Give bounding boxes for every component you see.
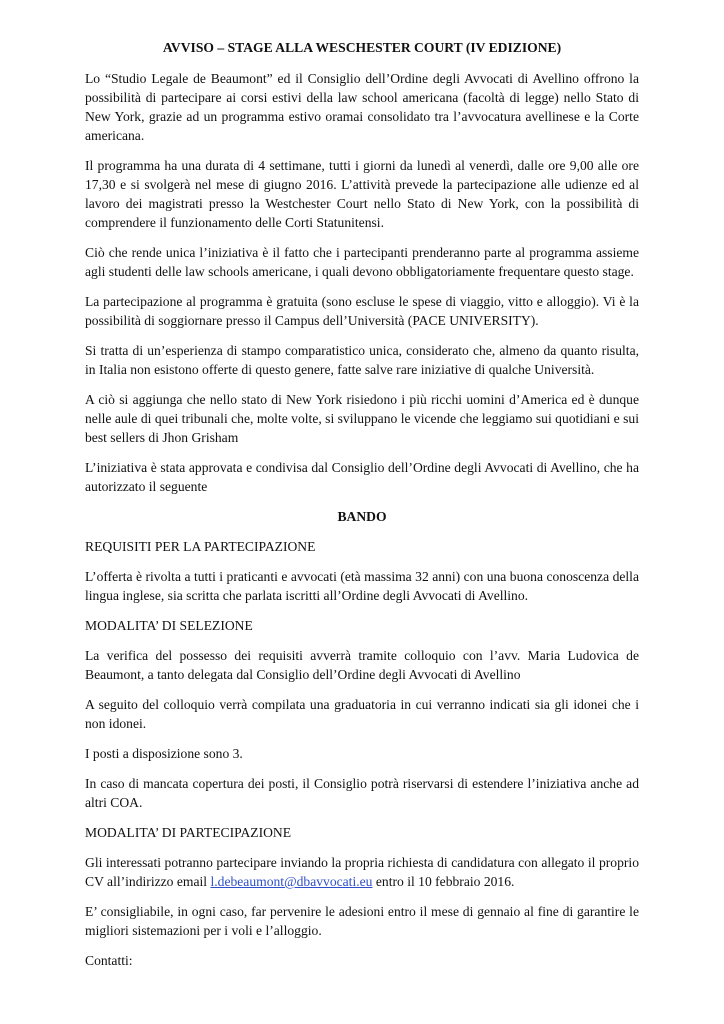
contatti-label: Contatti:	[85, 953, 133, 968]
intro-paragraph-7: L’iniziativa è stata approvata e condivisa dal Consiglio dell’Ordine degli Avvocati di Avellino, che ha autorizzato il seguente	[85, 460, 639, 494]
partecipazione-text-before: Gli interessati potranno partecipare inviando la propria richiesta di candidatura con allegato il proprio CV all’indirizzo email	[85, 855, 639, 889]
partecipazione-text	[85, 853, 639, 891]
selezione-heading: MODALITA’ DI SELEZIONE	[85, 618, 253, 633]
intro-paragraph-5: Si tratta di un’esperienza di stampo comparatistico unica, considerato che, almeno da quanto risulta, in Italia non esistono offerte di questo genere, fatte salve rare iniziative di qualche Università.	[85, 343, 639, 377]
bando-title: BANDO	[337, 509, 387, 524]
intro-paragraph-6: A ciò si aggiunga che nello stato di New York risiedono i più ricchi uomini d’America ed è dunque nelle aule di quei tribunali che, molte volte, si sviluppano le vicende che leggiamo sui quotidiani e sui best sellers di Jhon Grisham	[85, 392, 639, 445]
selezione-paragraph-4: In caso di mancata copertura dei posti, il Consiglio potrà riservarsi di estendere l’iniziativa anche ad altri COA.	[85, 776, 639, 810]
intro-paragraph-4: La partecipazione al programma è gratuita (sono escluse le spese di viaggio, vitto e alloggio). Vi è la possibilità di soggiornare presso il Campus dell’Università (PACE UNIVERSITY).	[85, 294, 639, 328]
partecipazione-advice: E’ consigliabile, in ogni caso, far pervenire le adesioni entro il mese di gennaio al fine di garantire le migliori sistemazioni per i voli e l’alloggio.	[85, 904, 639, 938]
selezione-paragraph-3: I posti a disposizione sono 3.	[85, 746, 243, 761]
selezione-paragraph-1: La verifica del possesso dei requisiti avverrà tramite colloquio con l’avv. Maria Ludovica de Beaumont, a tanto delegata dal Consiglio dell’Ordine degli Avvocati di Avellino	[85, 648, 639, 682]
partecipazione-text-after: entro il 10 febbraio 2016.	[372, 874, 515, 889]
requisiti-text: L’offerta è rivolta a tutti i praticanti e avvocati (età massima 32 anni) con una buona conoscenza della lingua inglese, sia scritta che parlata iscritti all’Ordine degli Avvocati di Avellino.	[85, 569, 639, 603]
document-page	[85, 38, 639, 981]
selezione-paragraph-2: A seguito del colloquio verrà compilata una graduatoria in cui verranno indicati sia gli idonei che i non idonei.	[85, 697, 639, 731]
intro-paragraph-1: Lo “Studio Legale de Beaumont” ed il Consiglio dell’Ordine degli Avvocati di Avellino offrono la possibilità di partecipare ai corsi estivi della law school americana (facoltà di legge) nello Stato di New York, grazie ad un programma estivo oramai consolidato tra l’avvocatura avellinese e la Corte americana.	[85, 71, 639, 143]
partecipazione-heading: MODALITA’ DI PARTECIPAZIONE	[85, 825, 292, 840]
intro-paragraph-2: Il programma ha una durata di 4 settimane, tutti i giorni da lunedì al venerdì, dalle ore 9,00 alle ore 17,30 e si svolgerà nel mese di giugno 2016. L’attività prevede la partecipazione alle udienze ed al lavoro dei magistrati presso la Westchester Court nello Stato di New York, con la possibilità di comprendere il funzionamento delle Corti Statunitensi.	[85, 158, 639, 230]
document-title: AVVISO – STAGE ALLA WESCHESTER COURT (IV EDIZIONE)	[162, 40, 562, 55]
email-link[interactable]: l.debeaumont@dbavvocati.eu	[210, 874, 373, 889]
intro-paragraph-3: Ciò che rende unica l’iniziativa è il fatto che i partecipanti prenderanno parte al programma assieme agli studenti delle law schools americane, i quali devono obbligatoriamente frequentare questo stage.	[85, 245, 639, 279]
requisiti-heading: REQUISITI PER LA PARTECIPAZIONE	[85, 539, 316, 554]
